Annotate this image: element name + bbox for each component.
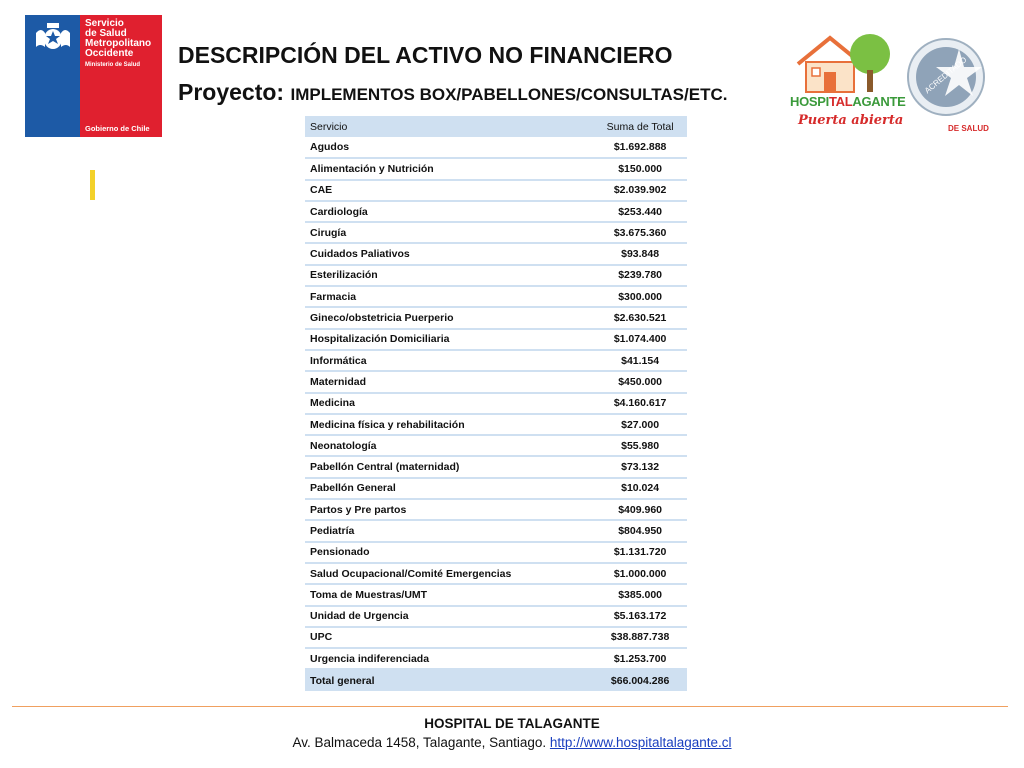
cell-servicio: UPC xyxy=(305,627,588,648)
cell-total: $450.000 xyxy=(588,371,687,392)
table-row xyxy=(305,606,687,627)
cell-total-value: $66.004.286 xyxy=(588,669,687,690)
table-row xyxy=(305,286,687,307)
gov-logo-government: Gobierno de Chile xyxy=(85,124,150,133)
cell-total: $1.253.700 xyxy=(588,648,687,669)
table-row xyxy=(305,137,687,158)
cell-servicio: Urgencia indiferenciada xyxy=(305,648,588,669)
cell-total: $385.000 xyxy=(588,584,687,605)
table-row xyxy=(305,627,687,648)
cell-total: $1.131.720 xyxy=(588,542,687,563)
table-row xyxy=(305,393,687,414)
house-tree-icon xyxy=(790,32,900,94)
cell-total: $804.950 xyxy=(588,520,687,541)
cell-total: $4.160.617 xyxy=(588,393,687,414)
cell-total: $93.848 xyxy=(588,243,687,264)
cell-servicio: Unidad de Urgencia xyxy=(305,606,588,627)
table-row xyxy=(305,371,687,392)
cell-servicio: Informática xyxy=(305,350,588,371)
table-header-row xyxy=(305,116,687,137)
table-row xyxy=(305,435,687,456)
accreditation-seal xyxy=(904,35,994,135)
table-row xyxy=(305,648,687,669)
cell-total: $73.132 xyxy=(588,456,687,477)
footer-address: Av. Balmaceda 1458, Talagante, Santiago. xyxy=(292,735,547,750)
table-row xyxy=(305,201,687,222)
cell-total: $409.960 xyxy=(588,499,687,520)
gov-logo xyxy=(25,15,162,137)
cell-total: $2.630.521 xyxy=(588,307,687,328)
hospital-logo xyxy=(790,32,906,137)
table-total-row xyxy=(305,669,687,690)
cell-servicio: Cirugía xyxy=(305,222,588,243)
cell-servicio: CAE xyxy=(305,180,588,201)
table-row xyxy=(305,563,687,584)
cell-servicio: Gineco/obstetricia Puerperio xyxy=(305,307,588,328)
cell-total: $239.780 xyxy=(588,265,687,286)
gov-logo-text xyxy=(80,15,162,137)
footer-divider xyxy=(12,706,1008,707)
table-row xyxy=(305,350,687,371)
chile-coat-of-arms-icon xyxy=(25,15,80,137)
gov-logo-line3: Metropolitano xyxy=(85,38,152,49)
cell-total-label: Total general xyxy=(305,669,588,690)
header-suma-total: Suma de Total xyxy=(588,116,687,137)
table-row xyxy=(305,180,687,201)
cell-servicio: Pensionado xyxy=(305,542,588,563)
gov-logo-line4: Occidente xyxy=(85,48,134,59)
hospital-name: HOSPITALAGANTE xyxy=(790,94,906,109)
cell-servicio: Maternidad xyxy=(305,371,588,392)
cell-total: $41.154 xyxy=(588,350,687,371)
table-row xyxy=(305,520,687,541)
hospital-slogan: Puerta abierta xyxy=(798,113,904,128)
cell-servicio: Hospitalización Domiciliaria xyxy=(305,329,588,350)
gov-logo-ministry: Ministerio de Salud xyxy=(85,62,141,68)
cell-servicio: Partos y Pre partos xyxy=(305,499,588,520)
table-row xyxy=(305,584,687,605)
cell-servicio: Salud Ocupacional/Comité Emergencias xyxy=(305,563,588,584)
table-row xyxy=(305,158,687,179)
table-row xyxy=(305,414,687,435)
cell-total: $27.000 xyxy=(588,414,687,435)
cell-total: $55.980 xyxy=(588,435,687,456)
cell-servicio: Medicina xyxy=(305,393,588,414)
table-row xyxy=(305,478,687,499)
seal-bottom-text: DE SALUD xyxy=(948,124,989,133)
cell-servicio: Alimentación y Nutrición xyxy=(305,158,588,179)
cell-servicio: Farmacia xyxy=(305,286,588,307)
cell-servicio: Pabellón General xyxy=(305,478,588,499)
cell-total: $253.440 xyxy=(588,201,687,222)
gov-logo-line1: Servicio xyxy=(85,18,124,29)
cell-servicio: Cardiología xyxy=(305,201,588,222)
cell-servicio: Medicina física y rehabilitación xyxy=(305,414,588,435)
services-table xyxy=(305,116,687,691)
cell-servicio: Neonatología xyxy=(305,435,588,456)
subtitle-project: IMPLEMENTOS BOX/PABELLONES/CONSULTAS/ETC. xyxy=(290,85,728,104)
table-row xyxy=(305,329,687,350)
table-row xyxy=(305,307,687,328)
cell-total: $1.074.400 xyxy=(588,329,687,350)
cell-servicio: Agudos xyxy=(305,137,588,158)
footer-hospital: HOSPITAL DE TALAGANTE xyxy=(424,716,600,731)
page-title: DESCRIPCIÓN DEL ACTIVO NO FINANCIERO xyxy=(178,42,673,68)
table-row xyxy=(305,265,687,286)
cell-servicio: Toma de Muestras/UMT xyxy=(305,584,588,605)
cell-total: $3.675.360 xyxy=(588,222,687,243)
page-subtitle xyxy=(178,79,727,106)
table-row xyxy=(305,456,687,477)
cell-total: $300.000 xyxy=(588,286,687,307)
gov-logo-line2: de Salud xyxy=(85,28,127,39)
table-body xyxy=(305,137,687,691)
cell-total: $1.692.888 xyxy=(588,137,687,158)
footer-address-line xyxy=(0,735,1024,750)
table-row xyxy=(305,499,687,520)
cell-total: $38.887.738 xyxy=(588,627,687,648)
table-row xyxy=(305,542,687,563)
header-servicio: Servicio xyxy=(305,116,588,137)
table-row xyxy=(305,243,687,264)
subtitle-prefix: Proyecto: xyxy=(178,79,285,105)
cell-servicio: Pediatría xyxy=(305,520,588,541)
footer-url-link[interactable]: http://www.hospitaltalagante.cl xyxy=(549,735,732,750)
cell-servicio: Cuidados Paliativos xyxy=(305,243,588,264)
seal-text: ACREDITADO xyxy=(922,55,969,96)
cell-total: $10.024 xyxy=(588,478,687,499)
cell-servicio: Esterilización xyxy=(305,265,588,286)
cell-total: $2.039.902 xyxy=(588,180,687,201)
cell-total: $150.000 xyxy=(588,158,687,179)
decorative-mark xyxy=(90,170,95,200)
table-row xyxy=(305,222,687,243)
cell-total: $1.000.000 xyxy=(588,563,687,584)
cell-total: $5.163.172 xyxy=(588,606,687,627)
cell-servicio: Pabellón Central (maternidad) xyxy=(305,456,588,477)
